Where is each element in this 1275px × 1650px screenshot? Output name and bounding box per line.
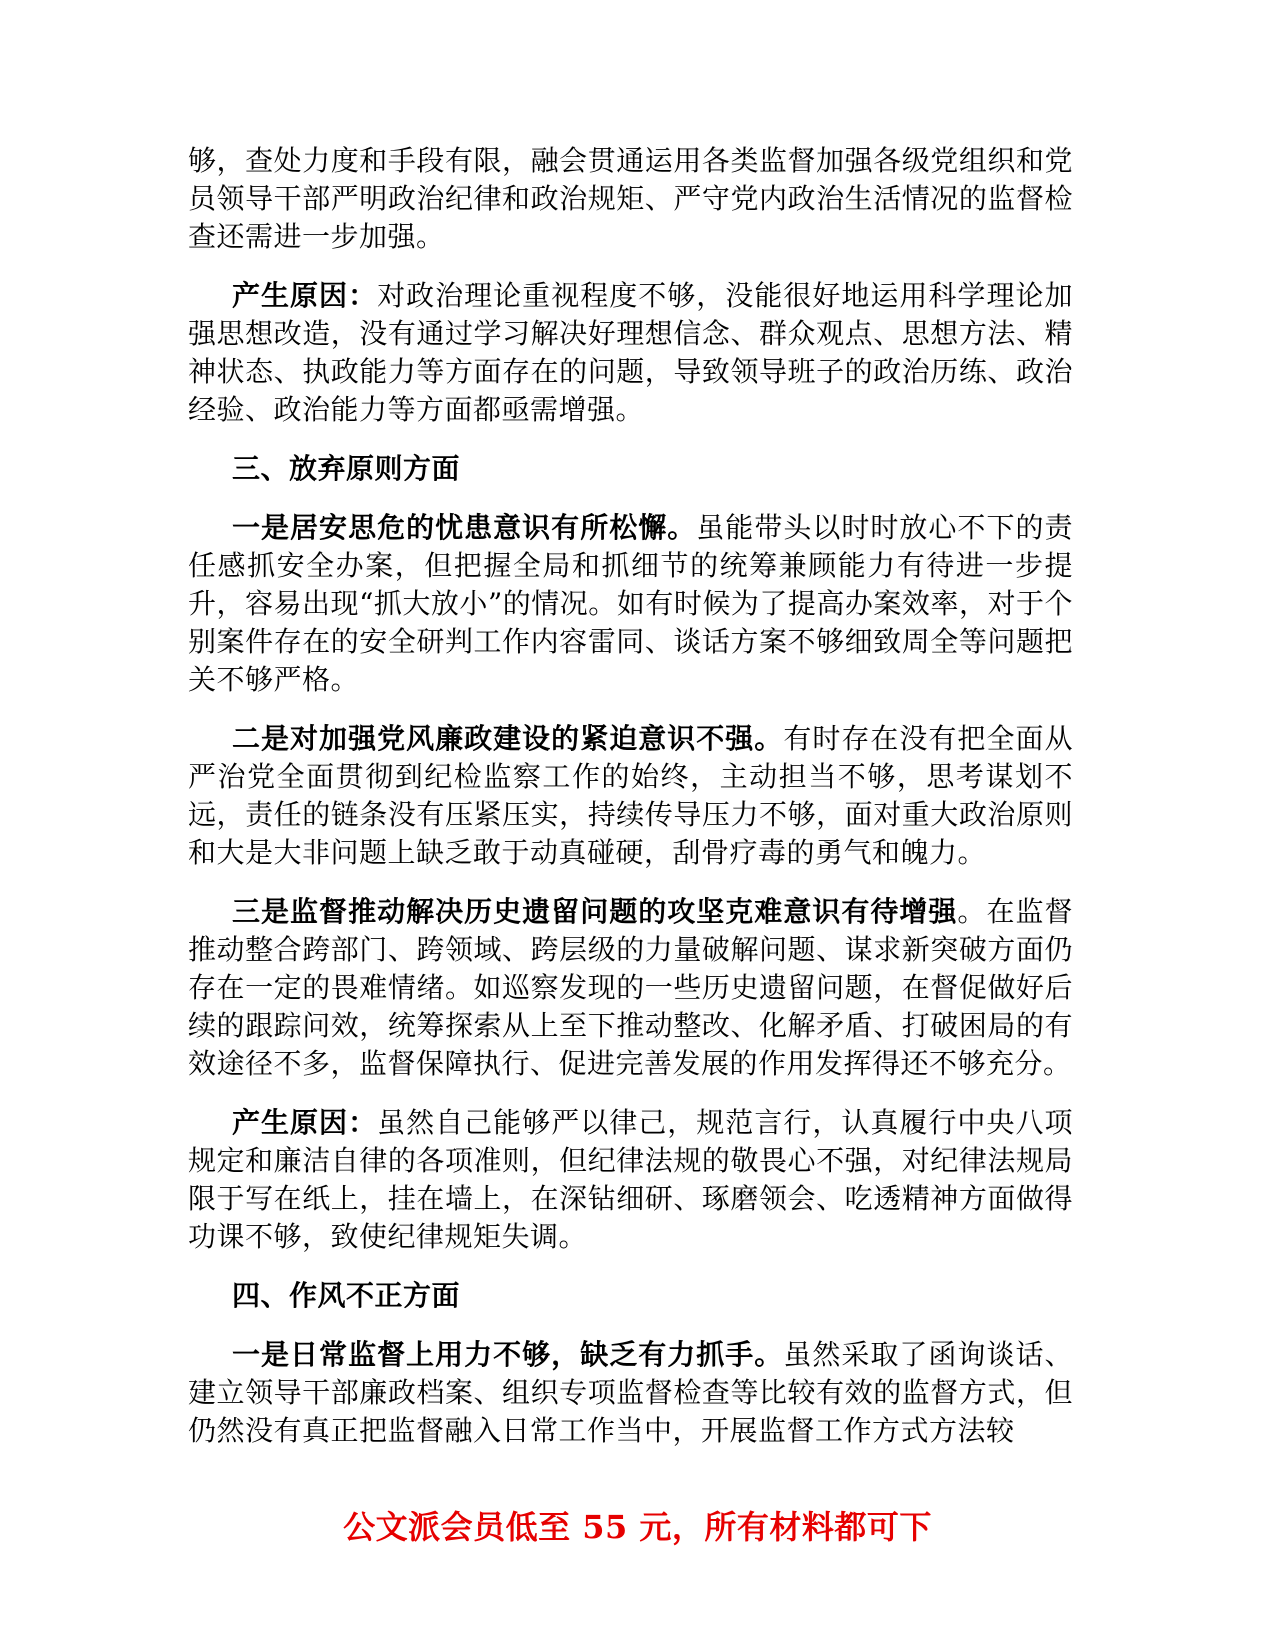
footer-promo-banner [0, 1507, 1275, 1547]
section-heading-4 [188, 1277, 1073, 1315]
paragraph-text: 有时存在没有把全面从严治党全面贯彻到纪检监察工作的始终，主动担当不够，思考谋划不远，责任的链条没有压紧压实，持续传导压力不够，面对重大政治原则和大是大非问题上缺乏敢于动真碰硬，刮骨疗毒的勇气和魄力。 [188, 722, 1073, 869]
paragraph-point-2 [188, 720, 1073, 872]
paragraph-text: 够，查处力度和手段有限，融会贯通运用各类监督加强各级党组织和党员领导干部严明政治纪律和政治规矩、严守党内政治生活情况的监督检查还需进一步加强。 [188, 144, 1073, 253]
paragraph-lead: 产生原因： [232, 1106, 378, 1139]
paragraph-text: 虽能带头以时时放心不下的责任感抓安全办案，但把握全局和抓细节的统筹兼顾能力有待进一步提升，容易出现“抓大放小”的情况。如有时候为了提高办案效率，对于个别案件存在的安全研判工作内容雷同、谈话方案不够细致周全等问题把关不够严格。 [188, 511, 1073, 696]
paragraph-continuation [188, 142, 1073, 256]
paragraph-text: 虽然自己能够严以律己，规范言行，认真履行中央八项规定和廉洁自律的各项准则，但纪律法规的敬畏心不强，对纪律法规局限于写在纸上，挂在墙上，在深钻细研、琢磨领会、吃透精神方面做得功课不够，致使纪律规矩失调。 [188, 1106, 1073, 1253]
paragraph-lead: 一是居安思危的忧患意识有所松懈。 [232, 511, 697, 544]
paragraph-point-1 [188, 509, 1073, 699]
paragraph-lead: 三是监督推动解决历史遗留问题的攻坚克难意识有待增强 [232, 895, 958, 928]
paragraph-cause-2 [188, 1104, 1073, 1256]
paragraph-lead: 产生原因： [232, 279, 378, 312]
document-body [188, 142, 1073, 1471]
paragraph-text: 。在监督推动整合跨部门、跨领域、跨层级的力量破解问题、谋求新突破方面仍存在一定的畏难情绪。如巡察发现的一些历史遗留问题，在督促做好后续的跟踪问效，统筹探索从上至下推动整改、化解矛盾、打破困局的有效途径不多，监督保障执行、促进完善发展的作用发挥得还不够充分。 [188, 895, 1073, 1080]
heading-text: 四、作风不正方面 [232, 1279, 461, 1312]
paragraph-point-3 [188, 893, 1073, 1083]
paragraph-cause-1 [188, 277, 1073, 429]
paragraph-lead: 二是对加强党风廉政建设的紧迫意识不强。 [232, 722, 784, 755]
paragraph-text: 虽然采取了函询谈话、建立领导干部廉政档案、组织专项监督检查等比较有效的监督方式，但仍然没有真正把监督融入日常工作当中，开展监督工作方式方法较 [188, 1338, 1073, 1447]
footer-promo-text: 公文派会员低至 55 元，所有材料都可下 [343, 1508, 932, 1546]
paragraph-lead: 一是日常监督上用力不够，缺乏有力抓手。 [232, 1338, 784, 1371]
paragraph-text: 对政治理论重视程度不够，没能很好地运用科学理论加强思想改造，没有通过学习解决好理想信念、群众观点、思想方法、精神状态、执政能力等方面存在的问题，导致领导班子的政治历练、政治经验、政治能力等方面都亟需增强。 [188, 279, 1073, 426]
section-heading-3 [188, 450, 1073, 488]
paragraph-point-4 [188, 1336, 1073, 1450]
heading-text: 三、放弃原则方面 [232, 452, 461, 485]
